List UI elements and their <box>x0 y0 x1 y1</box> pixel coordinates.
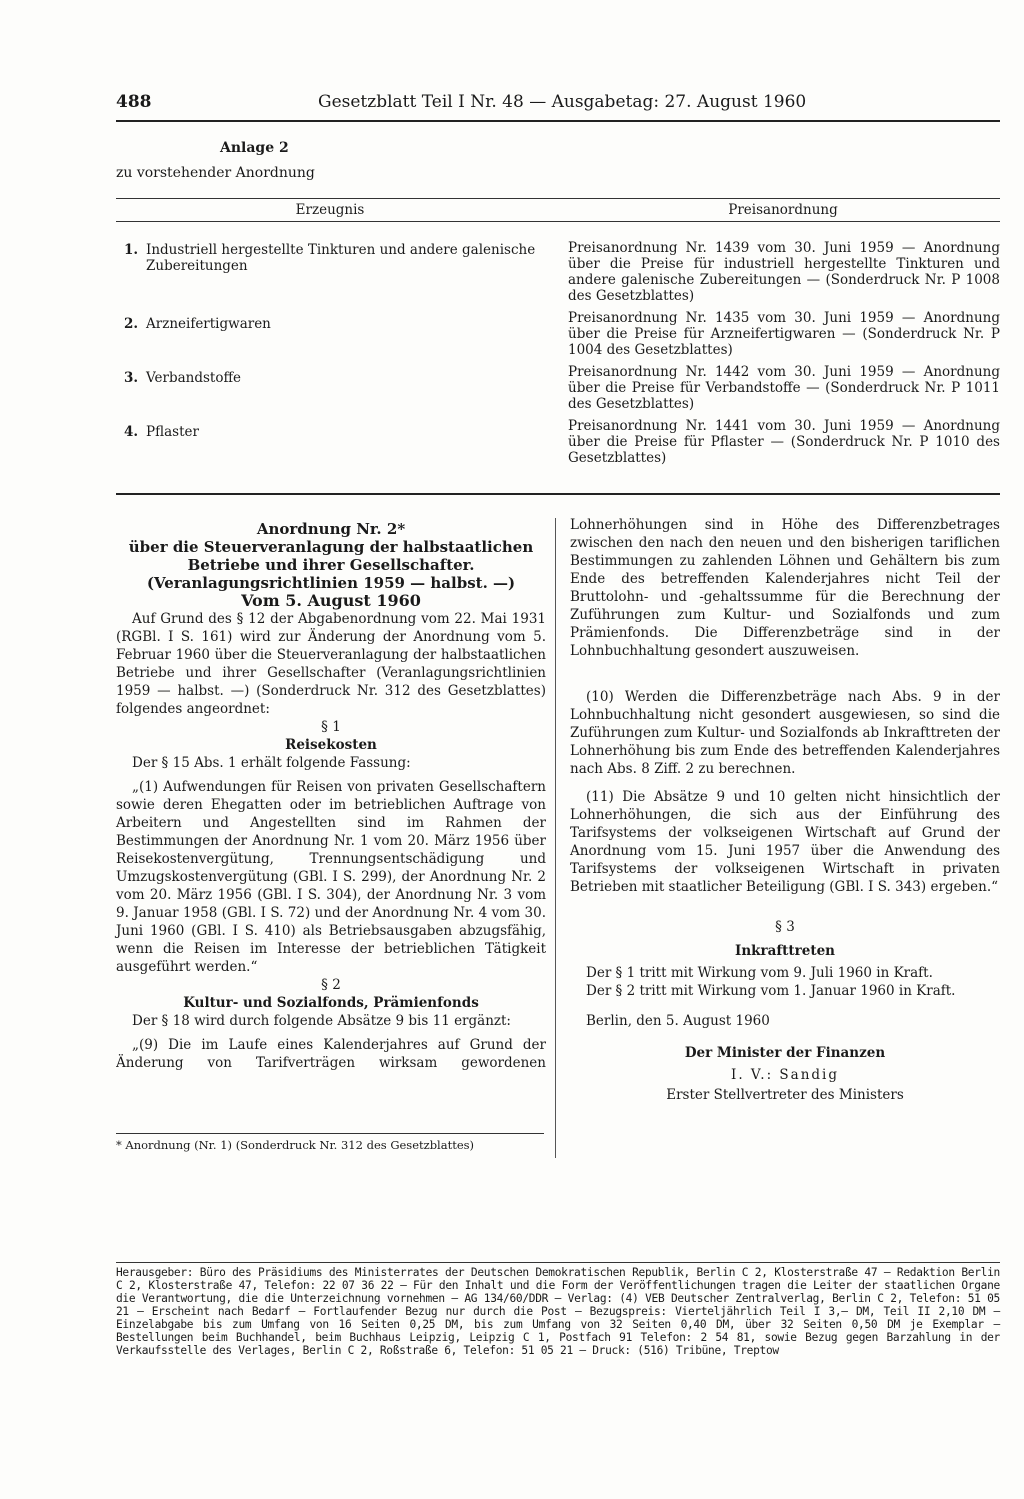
ordinance-date: Vom 5. August 1960 <box>241 591 421 610</box>
section-2-title: Kultur- und Sozialfonds, Prämienfonds <box>183 995 479 1011</box>
product-cell <box>124 424 544 440</box>
row-number: 4. <box>124 424 139 440</box>
section-1-title: Reisekosten <box>285 737 377 753</box>
section-2-intro: Der § 18 wird durch folgende Absätze 9 bis 11 ergänzt: <box>132 1013 511 1029</box>
product-cell <box>124 370 544 386</box>
price-order-cell: Preisanordnung Nr. 1435 vom 30. Juni 1959 — Anordnung über die Preise für Arzneifertigwaren — (Sonderdruck Nr. P 1004 des Gesetzblattes) <box>568 310 1000 358</box>
section-1-intro: Der § 15 Abs. 1 erhält folgende Fassung: <box>132 755 411 771</box>
gazette-header-title: Gesetzblatt Teil I Nr. 48 — Ausgabetag: 27. August 1960 <box>318 92 807 112</box>
price-order-table <box>116 198 1000 470</box>
table-header <box>116 199 1000 221</box>
impressum: Herausgeber: Büro des Präsidiums des Ministerrates der Deutschen Demokratischen Republik, Berlin C 2, Klosterstraße 47 — Redaktion Berlin C 2, Klosterstraße 47, Telefon: 22 07 36 22 – Für den Inhalt und die Form der Veröffentlichungen tragen die Leiter der staatlichen Organe die Verantwortung, die die Unterzeichnung vornehmen – AG 134/60/DDR – Verlag: (4) VEB Deutscher Zentralverlag, Berlin C 2, Telefon: 51 05 21 – Erscheint nach Bedarf – Fortlaufender Bezug nur durch die Post – Bezugspreis: Vierteljährlich Teil I 3,— DM, Teil II 2,10 DM – Einzelabgabe bis zum Umfang von 16 Seiten 0,25 DM, bis zum Umfang von 32 Seiten 0,40 DM, über 32 Seiten 0,50 DM je Exemplar – Bestellungen beim Buchhandel, beim Buchhaus Leipzig, Leipzig C 1, Postfach 91 Telefon: 2 54 81, sowie Bezug gegen Barzahlung in der Verkaufsstelle des Verlages, Berlin C 2, Roßstraße 6, Telefon: 51 05 21 — Druck: (516) Tribüne, Treptow <box>116 1266 1000 1357</box>
ordinance-title-line: Betriebe und ihrer Gesellschafter. <box>187 556 475 574</box>
annex-title: Anlage 2 <box>220 140 289 156</box>
footnote-rule <box>116 1133 544 1134</box>
impressum-rule <box>116 1262 1000 1263</box>
section-3-title: Inkrafttreten <box>735 943 835 959</box>
ordinance-title-line: über die Steuerveranlagung der halbstaatlichen <box>128 538 534 556</box>
signatory-role: Erster Stellvertreter des Ministers <box>666 1087 904 1103</box>
section-2-para-9-continued <box>570 516 1000 678</box>
product-cell <box>124 316 544 332</box>
product-name: Verbandstoffe <box>146 370 242 386</box>
ordinance-title-line: Anordnung Nr. 2* <box>256 520 406 538</box>
product-cell <box>124 242 544 274</box>
section-3-line-1: Der § 1 tritt mit Wirkung vom 9. Juli 1960 in Kraft. <box>586 965 933 981</box>
table-row <box>116 310 1000 362</box>
section-2-para-10: (10) Werden die Differenzbeträge nach Abs. 9 in der Lohnbuchhaltung nicht gesondert ausgewiesen, so sind die Zuführungen zum Kultur- und Sozialfonds ab Inkrafttreten der Lohnerhöhung bis zum Ende des betreffenden Kalenderjahres nach Abs. 8 Ziff. 2 zu berechnen. <box>570 689 1000 777</box>
section-3-sign: § 3 <box>775 919 795 935</box>
left-column <box>116 520 546 1072</box>
price-order-cell: Preisanordnung Nr. 1439 vom 30. Juni 1959 — Anordnung über die Preise für industriell hergestellte Tinkturen und andere galenische Zubereitungen — (Sonderdruck Nr. P 1008 des Gesetzblattes) <box>568 240 1000 304</box>
minister-title: Der Minister der Finanzen <box>684 1045 886 1061</box>
column-divider <box>555 518 556 1158</box>
section-rule <box>116 493 1000 495</box>
page-number: 488 <box>116 92 152 112</box>
product-name: Industriell hergestellte Tinkturen und andere galenische Zubereitungen <box>146 242 536 274</box>
row-number: 3. <box>124 370 139 386</box>
section-2-sign: § 2 <box>321 977 341 993</box>
section-2-para-11: (11) Die Absätze 9 und 10 gelten nicht hinsichtlich der Lohnerhöhungen, die sich aus der Einführung des Tarifsystems der volkseigenen Wirtschaft auf Grund der Anordnung vom 15. Juni 1957 über die Anwendung des Tarifsystems der volkseigenen Wirtschaft in privaten Betrieben mit staatlicher Beteiligung (GBl. I S. 343) ergeben.“ <box>570 789 1000 895</box>
table-row <box>116 364 1000 416</box>
section-2-para-9: „(9) Die im Laufe eines Kalenderjahres auf Grund der Änderung von Tarifverträgen wirksam gewordenen <box>116 1037 546 1071</box>
table-row <box>116 240 1000 306</box>
ordinance-title-line: (Veranlagungsrichtlinien 1959 — halbst. —) <box>146 574 516 592</box>
product-name: Arzneifertigwaren <box>146 316 271 332</box>
row-number: 2. <box>124 316 139 332</box>
section-1-sign: § 1 <box>321 719 341 735</box>
annex-subtitle: zu vorstehender Anordnung <box>116 165 315 181</box>
price-order-cell: Preisanordnung Nr. 1441 vom 30. Juni 1959 — Anordnung über die Preise für Pflaster — (Sonderdruck Nr. P 1010 des Gesetzblattes) <box>568 418 1000 466</box>
row-number: 1. <box>124 242 139 258</box>
section-2-para-9-text: Lohnerhöhungen sind in Höhe des Differenzbetrages zwischen den nach den neuen und den bisherigen tariflichen Bestimmungen zu zahlenden Löhnen und Gehältern bis zum Ende des betreffenden Kalenderjahres nicht Teil der Bruttolohn- und -gehaltssumme für die Berechnung der Zuführungen zum Kultur- und Sozialfonds und zum Prämienfonds. Die Differenzbeträge sind in der Lohnbuchhaltung gesondert auszuweisen. <box>570 517 1000 659</box>
ordinance-intro: Auf Grund des § 12 der Abgabenordnung vom 22. Mai 1931 (RGBl. I S. 161) wird zur Änderung der Anordnung vom 5. Februar 1960 über die Steuerveranlagung der halbstaatlichen Betriebe und ihrer Gesellschafter (Veranlagungsrichtlinien 1959 — halbst. —) (Sonderdruck Nr. 312 des Gesetzblattes) folgendes angeordnet: <box>116 611 546 717</box>
section-1-text: „(1) Aufwendungen für Reisen von privaten Gesellschaftern sowie deren Ehegatten oder im betrieblichen Auftrage von Arbeitern und Angestellten sind im Rahmen der Bestimmungen der Anordnung Nr. 1 vom 20. März 1956 über Reisekostenvergütung, Trennungsentschädigung und Umzugskostenvergütung (GBl. I S. 299), der Anordnung Nr. 2 vom 20. März 1956 (GBl. I S. 304), der Anordnung Nr. 3 vom 9. Januar 1958 (GBl. I S. 72) und der Anordnung Nr. 4 vom 30. Juni 1960 (GBl. I S. 410) als Betriebsausgaben abzugsfähig, wenn die Reisen im Interesse der betrieblichen Tätigkeit ausgeführt werden.“ <box>116 779 546 975</box>
header-rule <box>116 120 1000 122</box>
signatory: I. V.: Sandig <box>730 1067 840 1083</box>
section-3-line-2: Der § 2 tritt mit Wirkung vom 1. Januar 1960 in Kraft. <box>586 983 956 999</box>
footnote: * Anordnung (Nr. 1) (Sonderdruck Nr. 312 des Gesetzblattes) <box>116 1138 475 1152</box>
right-column <box>570 516 1000 1104</box>
price-order-cell: Preisanordnung Nr. 1442 vom 30. Juni 1959 — Anordnung über die Preise für Verbandstoffe — (Sonderdruck Nr. P 1011 des Gesetzblattes) <box>568 364 1000 412</box>
table-header-rule <box>116 221 1000 222</box>
place-date: Berlin, den 5. August 1960 <box>586 1013 770 1029</box>
header-product: Erzeugnis <box>295 202 365 218</box>
table-row <box>116 418 1000 470</box>
product-name: Pflaster <box>146 424 199 440</box>
header-price-order: Preisanordnung <box>728 202 838 218</box>
